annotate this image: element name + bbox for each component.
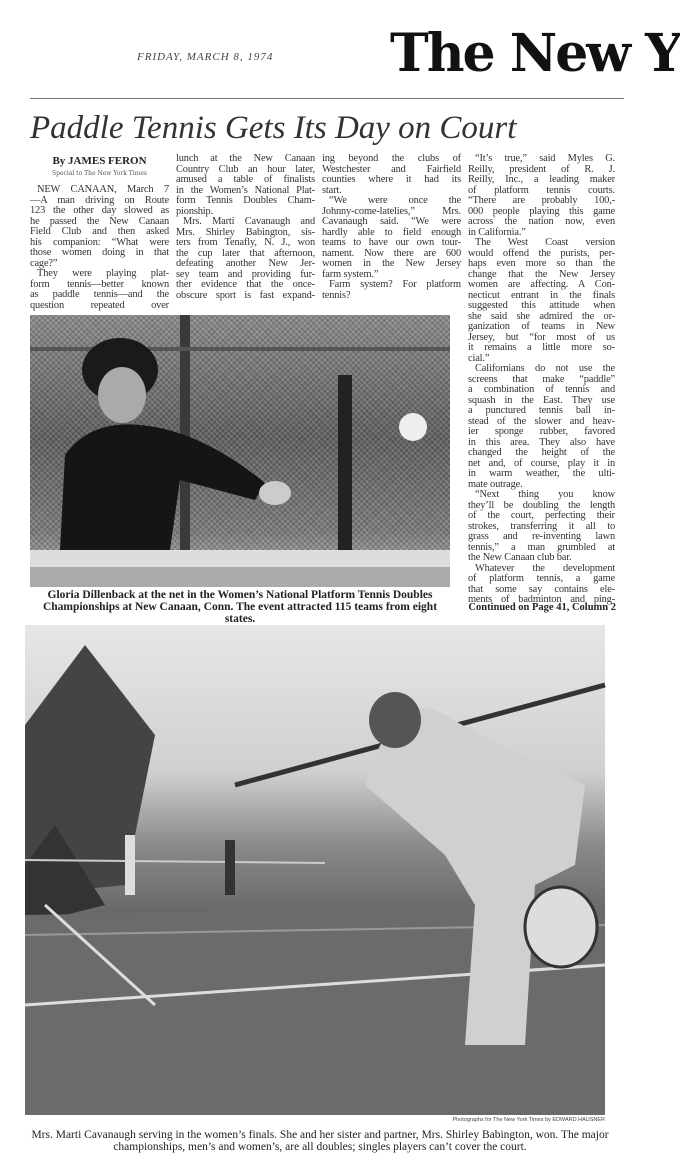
article-text-line: she said she admired the or-	[468, 310, 615, 322]
article-text-line: amused a table of finalists	[176, 174, 315, 185]
article-text-line: 123 the other day slowed as	[30, 205, 169, 216]
article-text-line: “We were once the	[329, 195, 461, 206]
article-text-line: “It’s true,” said Myles G.	[475, 153, 615, 164]
article-text-line: grass and re-inventing lawn	[468, 531, 615, 542]
article-text-line: Cavanaugh said. “We were	[322, 216, 461, 227]
article-text-line: women in the New Jersey	[322, 258, 461, 269]
newspaper-masthead: The New Y	[390, 23, 680, 84]
article-text-line: necticut entrant in the finals	[468, 289, 615, 301]
article-text-line: form tennis—better known	[30, 278, 169, 290]
article-text-line: of platform tennis, a game	[468, 573, 615, 584]
article-text-line: change that the New Jersey	[468, 268, 615, 280]
article-text-line: those women doing in that	[30, 247, 169, 258]
article-text-line: strokes, transferring it all to	[468, 520, 615, 532]
article-text-line: pionship.	[176, 205, 214, 217]
article-text-line: the cup later that afternoon,	[176, 247, 315, 259]
article-text-line: Reilly, Inc., a leading maker	[468, 174, 615, 185]
article-text-line: Johnny-come-latelies,” Mrs.	[322, 205, 461, 217]
article-text-line: mate outrage.	[468, 478, 523, 490]
article-text-line: ther evidence that the once-	[176, 279, 315, 290]
article-column-4	[468, 154, 615, 606]
article-text-line: they’ll be doubling the length	[468, 499, 615, 511]
article-text-line: changed the height of the	[468, 447, 615, 458]
article-text-line: defeating another New Jer-	[176, 258, 315, 269]
article-text-line: counties where it had its	[322, 174, 461, 185]
article-text-line: question repeated over	[30, 299, 169, 311]
article-text-line: “There are probably 100,-	[468, 195, 615, 206]
article-text-line: would offend the purists, per-	[468, 247, 615, 259]
article-text-line: sey team and providing fur-	[176, 268, 315, 280]
article-text-line: cage?”	[30, 257, 58, 269]
photo-2-illustration	[25, 625, 605, 1115]
headline: Paddle Tennis Gets Its Day on Court	[30, 110, 517, 146]
header-rule	[30, 98, 624, 99]
article-text-line: as paddle tennis—and the	[30, 289, 169, 300]
article-text-line: nament. Now there are 600	[322, 247, 461, 259]
article-text-line: in warm weather, the ulti-	[468, 468, 615, 479]
photo-1-illustration	[30, 315, 450, 587]
article-text-line: it remains a little more so-	[468, 342, 615, 353]
photo-1-caption: Gloria Dillenback at the net in the Women’s National Platform Tennis Doubles Championships at New Canaan, Conn. The event attracted 115 teams from eight states.	[42, 589, 438, 625]
article-text-line: ier sponge rubber, favored	[468, 426, 615, 437]
article-text-line: Farm system? For platform	[329, 279, 461, 290]
article-text-line: tennis,” a man grumbled at	[468, 541, 615, 553]
article-text-line: the New Canaan club bar.	[468, 552, 572, 563]
article-text-line: that some say contains ele-	[468, 583, 615, 595]
article-text-line: a punctured tennis ball in-	[468, 405, 615, 416]
byline: By JAMES FERON	[52, 155, 147, 167]
article-text-line: stead of the slower and heav-	[468, 415, 615, 427]
article-text-line: ganization of teams in New	[468, 321, 615, 332]
photo-credit: Photographs for The New York Times by EDWARD HAUSNER	[452, 1117, 605, 1123]
article-text-line: Mrs. Marti Cavanaugh and	[183, 216, 315, 227]
article-text-line: obscure sport is fast expand-	[176, 289, 315, 301]
article-text-line: start.	[322, 184, 342, 196]
article-text-line: NEW CANAAN, March 7	[37, 184, 169, 195]
article-text-line: suggested this attitude when	[468, 300, 615, 311]
article-text-line: of the court, perfecting their	[468, 510, 615, 521]
article-text-line: “Next thing you know	[475, 489, 615, 500]
article-text-line: he passed the New Canaan	[30, 215, 169, 227]
article-text-line: —A man driving on Route	[30, 194, 169, 206]
article-column-2	[176, 154, 315, 301]
article-text-line: cial.”	[468, 352, 490, 364]
article-text-line: haps even more so than the	[468, 258, 615, 269]
article-text-line: Country Club an hour later,	[176, 163, 315, 175]
article-text-line: screens that make “paddle”	[468, 373, 615, 385]
article-text-line: a combination of tennis and	[468, 384, 615, 395]
article-text-line: net and, of course, play it in	[468, 457, 615, 469]
article-text-line: teams to have our own tour-	[322, 237, 461, 248]
article-text-line: his companion: “What were	[30, 236, 169, 248]
article-text-line: in California.”	[468, 226, 526, 238]
article-column-1	[30, 185, 169, 311]
special-credit: Special to The New York Times	[52, 170, 147, 177]
article-text-line: of platform tennis courts.	[468, 184, 615, 196]
article-text-line: ters from Tenafly, N. J., won	[176, 237, 315, 248]
photo-marti-cavanaugh	[25, 625, 605, 1115]
article-text-line: in the Women’s National Plat-	[176, 184, 315, 196]
article-text-line: ments of badminton and ping-	[468, 594, 615, 605]
article-text-line: Field Club and then asked	[30, 226, 169, 237]
article-text-line: farm system.”	[322, 268, 379, 280]
continued-link[interactable]: Continued on Page 41, Column 2	[468, 602, 616, 613]
article-text-line: squash in the East. They use	[468, 394, 615, 406]
article-column-3	[322, 154, 461, 301]
article-text-line: ing beyond the clubs of	[322, 153, 461, 164]
article-text-line: The West Coast version	[475, 237, 615, 248]
article-text-line: hardly able to field enough	[322, 226, 461, 238]
article-text-line: 000 people playing this game	[468, 205, 615, 217]
article-text-line: in this area. They also have	[468, 436, 615, 448]
article-text-line: across the nation now, even	[468, 216, 615, 227]
article-text-line: They were playing plat-	[37, 268, 169, 279]
article-text-line: Jersey, but “for most of us	[468, 331, 615, 343]
article-text-line: Californians do not use the	[475, 363, 615, 374]
photo-2-caption: Mrs. Marti Cavanaugh serving in the women’s finals. She and her sister and partner, Mrs. Shirley Babington, won. The major championships, men’s and women’s, are all doubles; singles players can’t cover the court.	[31, 1129, 609, 1153]
article-text-line: lunch at the New Canaan	[176, 153, 315, 164]
article-text-line: Whatever the development	[475, 562, 615, 574]
article-text-line: form Tennis Doubles Cham-	[176, 195, 315, 206]
article-text-line: Reilly, president of R. J.	[468, 163, 615, 175]
article-text-line: Westchester and Fairfield	[322, 163, 461, 175]
photo-gloria-dillenback	[30, 315, 450, 587]
article-text-line: tennis?	[322, 289, 351, 301]
article-text-line: Mrs. Shirley Babington, sis-	[176, 226, 315, 238]
dateline: FRIDAY, MARCH 8, 1974	[137, 51, 274, 63]
article-text-line: women are affecting. A Con-	[468, 279, 615, 290]
